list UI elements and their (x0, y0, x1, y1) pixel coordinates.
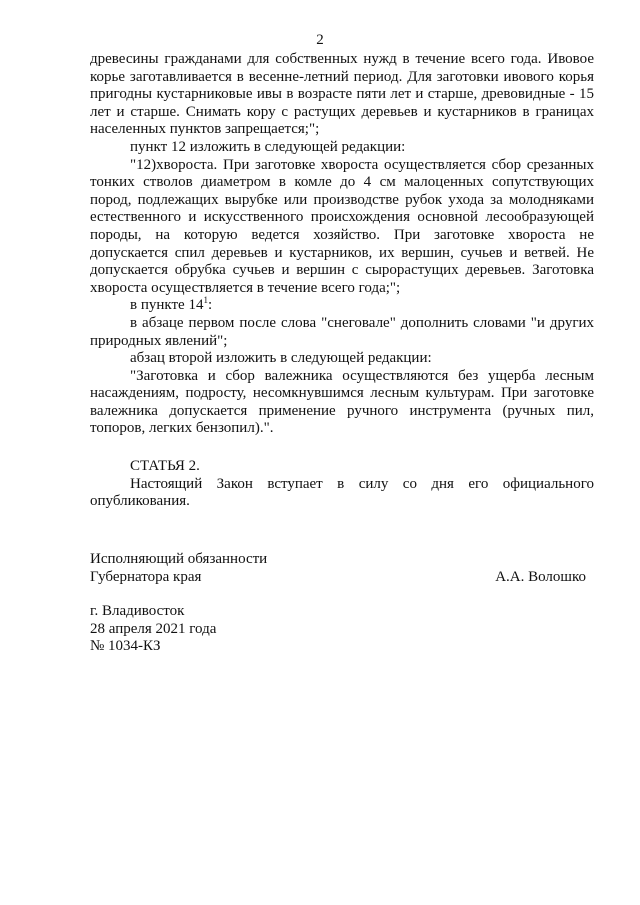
signature-title-line (90, 569, 594, 587)
date: 28 апреля 2021 года (90, 620, 217, 637)
paragraph: пункт 12 изложить в следующей редакции: (130, 138, 406, 155)
signature-title: Губернатора края (90, 568, 202, 585)
paragraph (90, 297, 594, 315)
article-heading: СТАТЬЯ 2. (130, 458, 200, 475)
signatory-name: А.А. Волошко (495, 568, 586, 585)
place-date-block (90, 603, 216, 656)
law-number: № 1034-КЗ (90, 638, 161, 655)
paragraph-tail: : (207, 297, 213, 314)
paragraph: абзац второй изложить в следующей редакции: (130, 350, 432, 367)
page-number: 2 (316, 32, 324, 48)
paragraph: "Заготовка и сбор валежника осуществляются без ущерба лесным насаждениям, подросту, несомкнувшимся лесным культурам. При заготовке валежника допускается применение ручного инструмента (ручных пил, топоров, легких бензопил).". (90, 367, 594, 437)
signature-title-line: Исполняющий обязанности (90, 551, 268, 567)
city: г. Владивосток (90, 603, 185, 619)
article-text: Настоящий Закон вступает в силу со дня его официального опубликования. (90, 475, 594, 510)
paragraph-text: в пункте 14 (130, 297, 204, 314)
paragraph: древесины гражданами для собственных нужд в течение всего года. Ивовое корье заготавливается в весенне-летний период. Для заготовки ивового корья пригодны кустарниковые ивы в возрасте пяти лет и старше, древовидные - 15 лет и старше. Снимать кору с растущих деревьев и кустарников в границах населенных пунктов запрещается;"; (90, 51, 594, 138)
document-body (90, 51, 594, 511)
paragraph: в абзаце первом после слова "снеговале" дополнить словами "и других природных явлений"; (90, 314, 594, 349)
signature-block (90, 551, 594, 586)
superscript: 1 (203, 295, 208, 306)
paragraph: "12)хвороста. При заготовке хвороста осуществляется сбор срезанных тонких стволов диаметром в комле до 4 см малоценных сопутствующих пород, подлежащих вырубке или производстве рубок ухода за молодняками естественного и искусственного происхождения основной лесообразующей породы, на которую ведется хозяйство. При заготовке хвороста не допускается спил деревьев и кустарников, их вершин, сучьев и ветвей. Не допускается обрубка сучьев и вершин с сырорастущих деревьев. Заготовка хвороста осуществляется в течение всего года;"; (90, 156, 594, 296)
